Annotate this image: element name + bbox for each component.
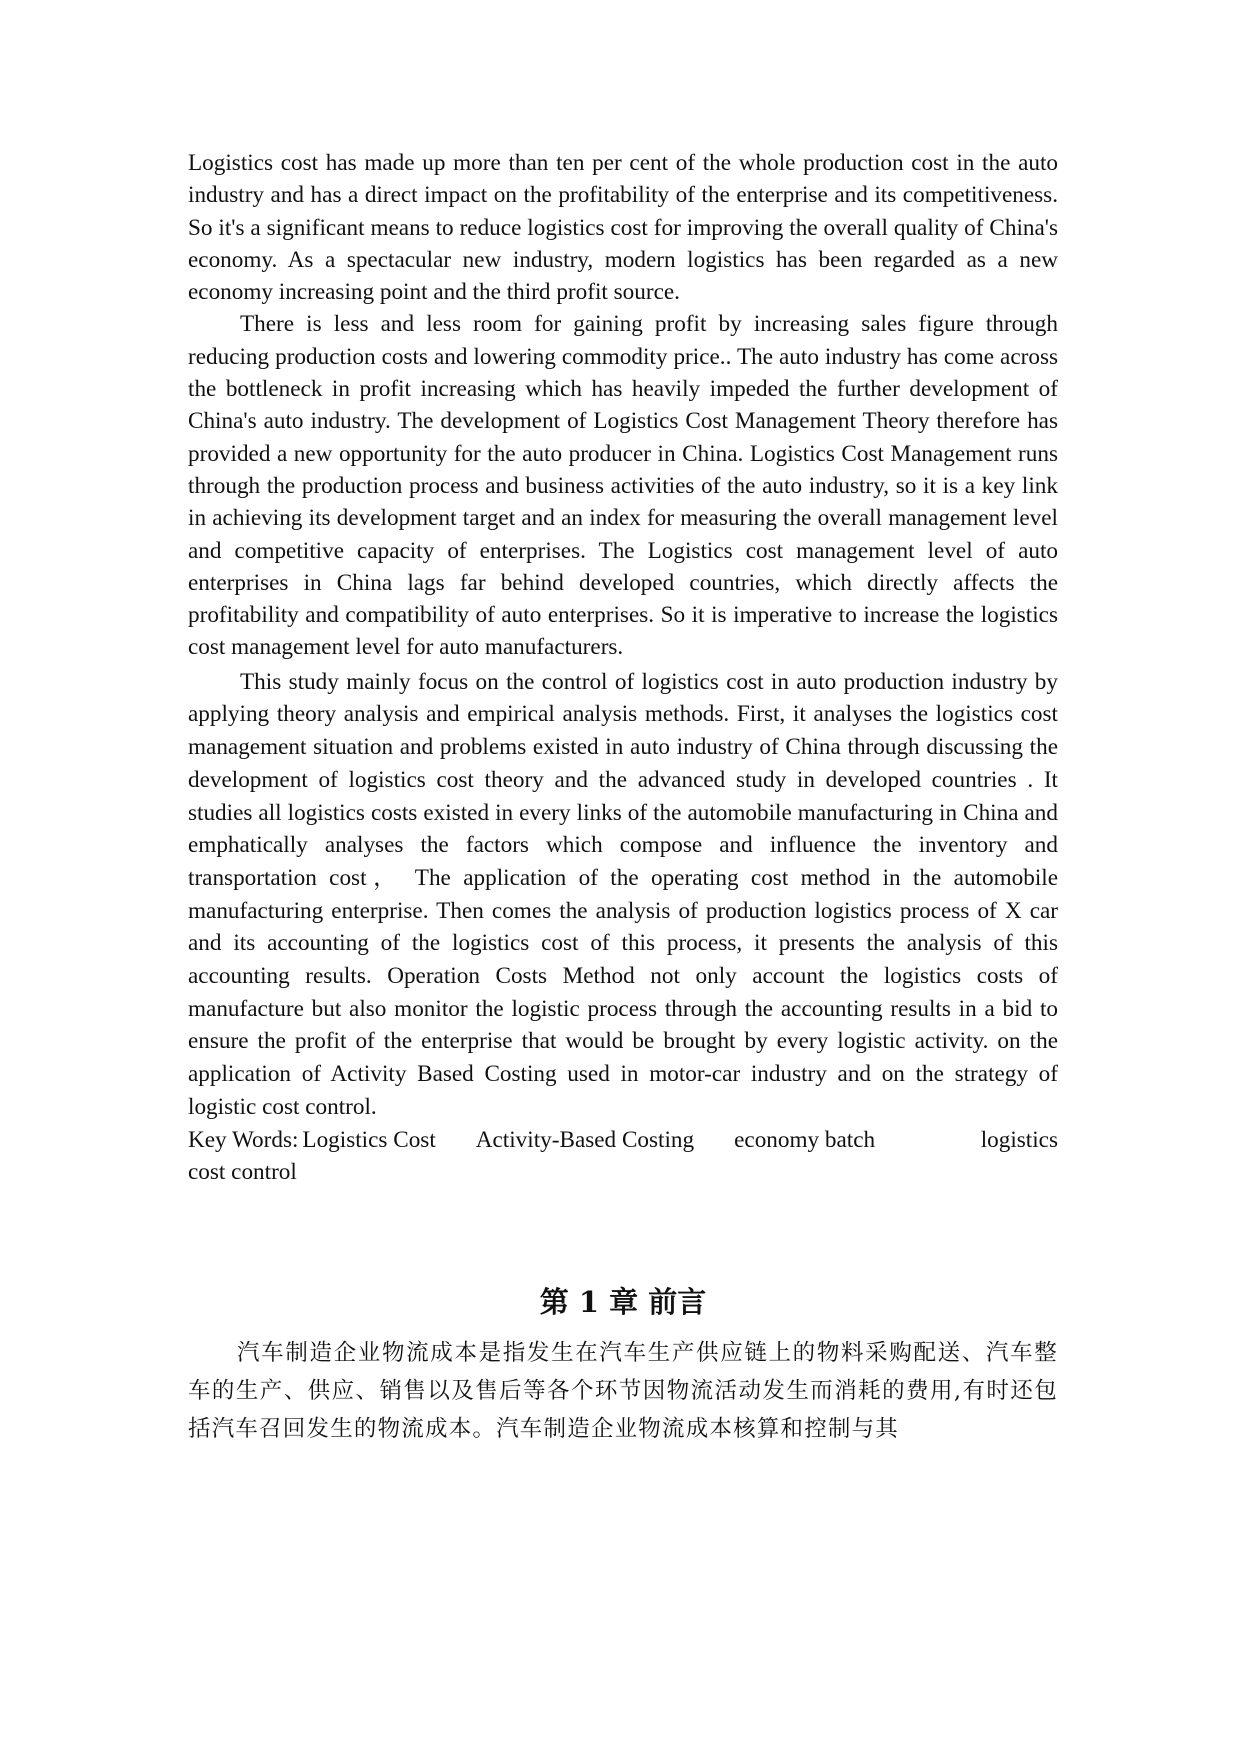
abstract-paragraph-3: This study mainly focus on the control of logistics cost in auto production industry by applying theory analysis and empirical analysis methods. First, it analyses the logistics cost management situation and problems existed in auto industry of China through discussing the development of logistics cost theory and the advanced study in developed countries . It studies all logistics costs existed in every links of the automobile manufacturing in China and emphatically analyses the factors which compose and influence the inventory and transportation cost， The application of the operating cost method in the automobile manufacturing enterprise. Then comes the analysis of production logistics process of X car and its accounting of the logistics cost of this process, it presents the analysis of this accounting results. Operation Costs Method not only account the logistics costs of manufacture but also monitor the logistic process through the accounting results in a bid to ensure the profit of the enterprise that would be brought by every logistic activity. on the application of Activity Based Costing used in motor-car industry and on the strategy of logistic cost control. (188, 668, 1058, 1120)
chapter-title: 第 1 章 前言 (539, 1285, 707, 1319)
abstract-paragraph-1: Logistics cost has made up more than ten per cent of the whole production cost in the auto industry and has a direct impact on the profitability of the enterprise and its competitiveness. So it's a significant means to reduce logistics cost for improving the overall quality of China's economy. As a spectacular new industry, modern logistics has been regarded as a new economy increasing point and the third profit source. (188, 150, 1058, 306)
chapter-paragraph-1: 汽车制造企业物流成本是指发生在汽车生产供应链上的物料采购配送、汽车整车的生产、供应、销售以及售后等各个环节因物流活动发生而消耗的费用,有时还包括汽车召回发生的物流成本。汽车制造企业物流成本核算和控制与其 (188, 1340, 1058, 1442)
keywords-label: Key Words: (188, 1126, 299, 1153)
keyword-item: Activity-Based Costing (475, 1126, 695, 1153)
abstract-paragraph-2: There is less and less room for gaining profit by increasing sales figure through reducing production costs and lowering commodity price.. The auto industry has come across the bottleneck in profit increasing which has heavily impeded the further development of China's auto industry. The development of Logistics Cost Management Theory therefore has provided a new opportunity for the auto producer in China. Logistics Cost Management runs through the production process and business activities of the auto industry, so it is a key link in achieving its development target and an index for measuring the overall management level and competitive capacity of enterprises. The Logistics cost management level of auto enterprises in China lags far behind developed countries, which directly affects the profitability and compatibility of auto enterprises. So it is imperative to increase the logistics cost management level for auto manufacturers. (188, 311, 1058, 661)
keyword-item: logistics (980, 1126, 1058, 1153)
keyword-item: Logistics Cost (302, 1126, 436, 1153)
keywords-line (188, 1124, 1058, 1189)
keyword-item: economy batch (734, 1126, 876, 1153)
document-page (188, 147, 1058, 1448)
keyword-item-continued: cost control (188, 1159, 297, 1186)
